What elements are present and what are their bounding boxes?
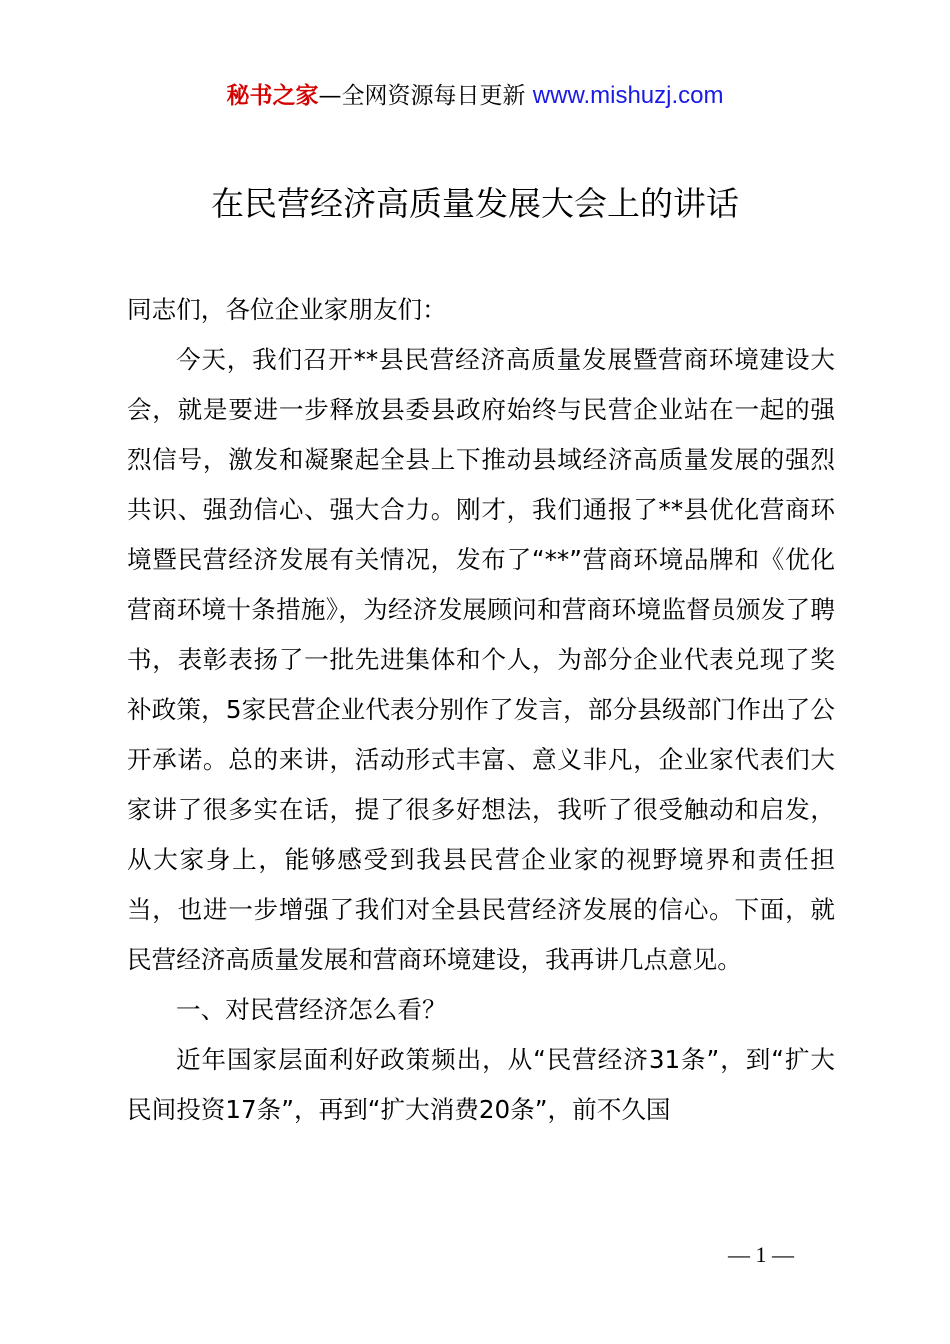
- document-body: [127, 285, 835, 1135]
- section-heading: 一、对民营经济怎么看？: [176, 995, 447, 1024]
- paragraph: 近年国家层面利好政策频出，从“民营经济31条”，到“扩大民间投资17条”，再到“扩大消费20条”，前不久国: [127, 1045, 835, 1124]
- page-number: — 1 —: [728, 1242, 794, 1267]
- site-banner: [0, 78, 950, 114]
- document-title: 在民营经济高质量发展大会上的讲话: [211, 184, 739, 223]
- site-url-link[interactable]: www.mishuzj.com: [532, 82, 724, 109]
- site-brand: 秘书之家: [226, 83, 319, 109]
- salutation: 同志们，各位企业家朋友们：: [127, 295, 447, 324]
- site-tagline: —全网资源每日更新: [318, 83, 526, 109]
- paragraph: 今天，我们召开**县民营经济高质量发展暨营商环境建设大会，就是要进一步释放县委县政府始终与民营企业站在一起的强烈信号，激发和凝聚起全县上下推动县域经济高质量发展的强烈共识、强劲信心、强大合力。刚才，我们通报了**县优化营商环境暨民营经济发展有关情况，发布了“**”营商环境品牌和《优化营商环境十条措施》，为经济发展顾问和营商环境监督员颁发了聘书，表彰表扬了一批先进集体和个人，为部分企业代表兑现了奖补政策，5家民营企业代表分别作了发言，部分县级部门作出了公开承诺。总的来讲，活动形式丰富、意义非凡，企业家代表们大家讲了很多实在话，提了很多好想法，我听了很受触动和启发，从大家身上，能够感受到我县民营企业家的视野境界和责任担当，也进一步增强了我们对全县民营经济发展的信心。下面，就民营经济高质量发展和营商环境建设，我再讲几点意见。: [127, 345, 835, 974]
